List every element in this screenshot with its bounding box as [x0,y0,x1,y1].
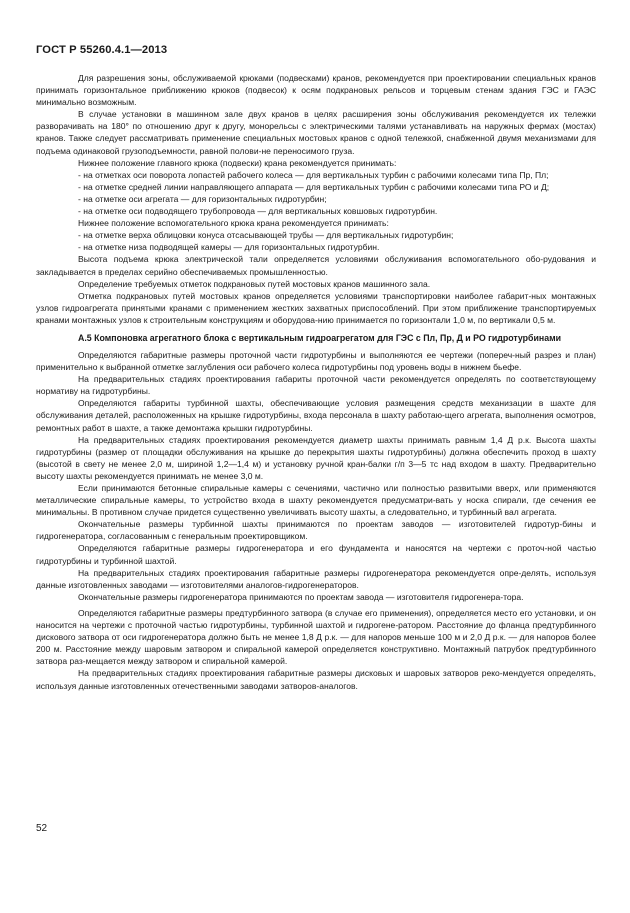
paragraph: Определяются габаритные размеры предтурбинного затвора (в случае его применения), определяется место его установки, и он наносится на чертежи с проточной частью гидротурбины, турбинной шахтой и гидрогене-ратором. Расстояние до фланца предтурбинного дискового затвора от оси гидрогенератора должно быть не менее 1,8 Д р.к. — для напоров меньше 100 м и 2,0 Д р.к. — для напоров более 200 м. Расстояние между шаровым затвором и спиральной камерой определяется конструктивно. Монтажный патрубок предтурбинного затвора раз-мещается между затвором и спиральной камерой. [36,607,596,667]
paragraph: Определяются габаритные размеры проточной части гидротурбины и выполняются ее чертежи (попереч-ный разрез и план) применительно к выбранной отметке заглубления оси рабочего колеса гидротурбины под уровень воды в нижнем бьефе. [36,349,596,373]
paragraph: Определение требуемых отметок подкрановых путей мостовых кранов машинного зала. [78,278,431,289]
list-item: - на отметке низа подводящей камеры — для горизонтальных гидротурбин. [78,242,380,253]
page-number: 52 [36,823,48,834]
paragraph: Отметка подкрановых путей мостовых кранов определяется условиями транспортировки наиболее габарит-ных монтажных узлов гидроагрегата принятыми кранами с применением жестких захватных приспособлений. При этом приближение транспортируемых кранами монтажных узлов к строительным конструкциям и оборудова-нию принимается по горизонтали 1,0 м, по вертикали 0,5 м. [36,290,596,325]
list-item: - на отметке средней линии направляющего аппарата — для вертикальных турбин с рабочими колесами типа РО и Д; [78,181,550,192]
section-heading: А.5 Компоновка агрегатного блока с вертикальным гидроагрегатом для ГЭС с Пл, Пр, Д и РО гидротурбинами [78,332,562,343]
paragraph: Для разрешения зоны, обслуживаемой крюками (подвесками) кранов, рекомендуется при проектировании специальных кранов принимать горизонтальное приближению крюков (подвесок) к осям подкрановых рельсов и торцевым стенам здания ГЭС и ГАЭС минимально возможным. [36,73,596,108]
paragraph: Нижнее положение главного крюка (подвески) крана рекомендуется принимать: [78,157,397,168]
paragraph: Определяются габариты турбинной шахты, обеспечивающие условия размещения средств механизации в шахте для обслуживания деталей, расположенных на крышке гидротурбины, входа персонала в шахту работаю-щего агрегата, выполнения осмотров, ремонтных работ в шахте, а также демонтажа крышки гидротурбины. [36,398,596,433]
page-body [36,72,596,692]
standard-code-header: ГОСТ Р 55260.4.1—2013 [36,44,168,56]
paragraph: Если принимаются бетонные спиральные камеры с сечениями, частично или полностью развитыми вверх, или применяются металлические спиральные камеры, то устройство входа в шахту рекомендуется предусматри-вать у носка спирали, где сечения ее минимальны. В противном случае придется существенно увеличивать высоту шахты, а следовательно, и турбинный вал агрегата. [36,483,596,518]
paragraph: Окончательные размеры турбинной шахты принимаются по проектам заводов — изготовителей гидротур-бины и гидрогенератора, согласованным с генеральным проектировщиком. [36,519,596,542]
paragraph: На предварительных стадиях проектирования габаритные размеры дисковых и шаровых затворов реко-мендуется определять, используя данные изготовленных отечественными заводами затворов-аналогов. [36,668,596,691]
paragraph: Нижнее положение вспомогательного крюка крана рекомендуется принимать: [78,218,389,229]
paragraph: На предварительных стадиях проектирования габариты проточной части рекомендуется определять по соответствующему нормативу на гидротурбины. [36,374,596,397]
paragraph: На предварительных стадиях проектирования габаритные размеры гидрогенератора рекомендуется опре-делять, используя данные изготовленных заводами — изготовителями аналогов-гидрогенераторов. [36,567,596,590]
paragraph: Окончательные размеры гидрогенератора принимаются по проектам завода — изготовителя гидрогенера-тора. [78,591,524,602]
list-item: - на отметке оси агрегата — для горизонтальных гидротурбин; [78,193,327,204]
paragraph: Определяются габаритные размеры гидрогенератора и его фундамента и наносятся на чертежи с проточ-ной частью гидротурбины и турбинной шахтой. [36,543,596,566]
list-item: - на отметках оси поворота лопастей рабочего колеса — для вертикальных турбин с рабочими колесами типа Пр, Пл; [78,169,549,180]
paragraph: Высота подъема крюка электрической тали определяется условиями обслуживания вспомогательного обо-рудования и закладывается в пределах серийно обеспечиваемых промышленностью. [36,254,596,277]
paragraph: В случае установки в машинном зале двух кранов в целях расширения зоны обслуживания рекомендуется их тележки разворачивать на 180° по отношению друг к другу, монорельсы с электрическими талями устанавливать на наружных фермах (мостах) кранов. Также следует рассматривать применение специальных мостовых кранов с одной тележкой, снабженной двумя механизмами для подъема одинаковой грузоподъемности, равной полови-не переносимого груза. [36,109,596,156]
list-item: - на отметке оси подводящего трубопровода — для вертикальных ковшовых гидротурбин. [78,206,438,217]
list-item: - на отметке верха облицовки конуса отсасывающей трубы — для вертикальных гидротурбин; [78,230,454,241]
paragraph: На предварительных стадиях проектирования рекомендуется диаметр шахты принимать равным 1,4 Д р.к. Высота шахты гидротурбины (размер от площадки обслуживания на крышке до перекрытия шахты гидротурбины) должна обеспечить проход в шахту (высотой в свету не менее 2,0 м, шириной 1,2—1,4 м) и установку ручной кран-балки г/п 3—5 тс над входом в шахту. Предварительно высоту шахты рекомендуется принимать не менее 3,0 м. [36,434,596,481]
